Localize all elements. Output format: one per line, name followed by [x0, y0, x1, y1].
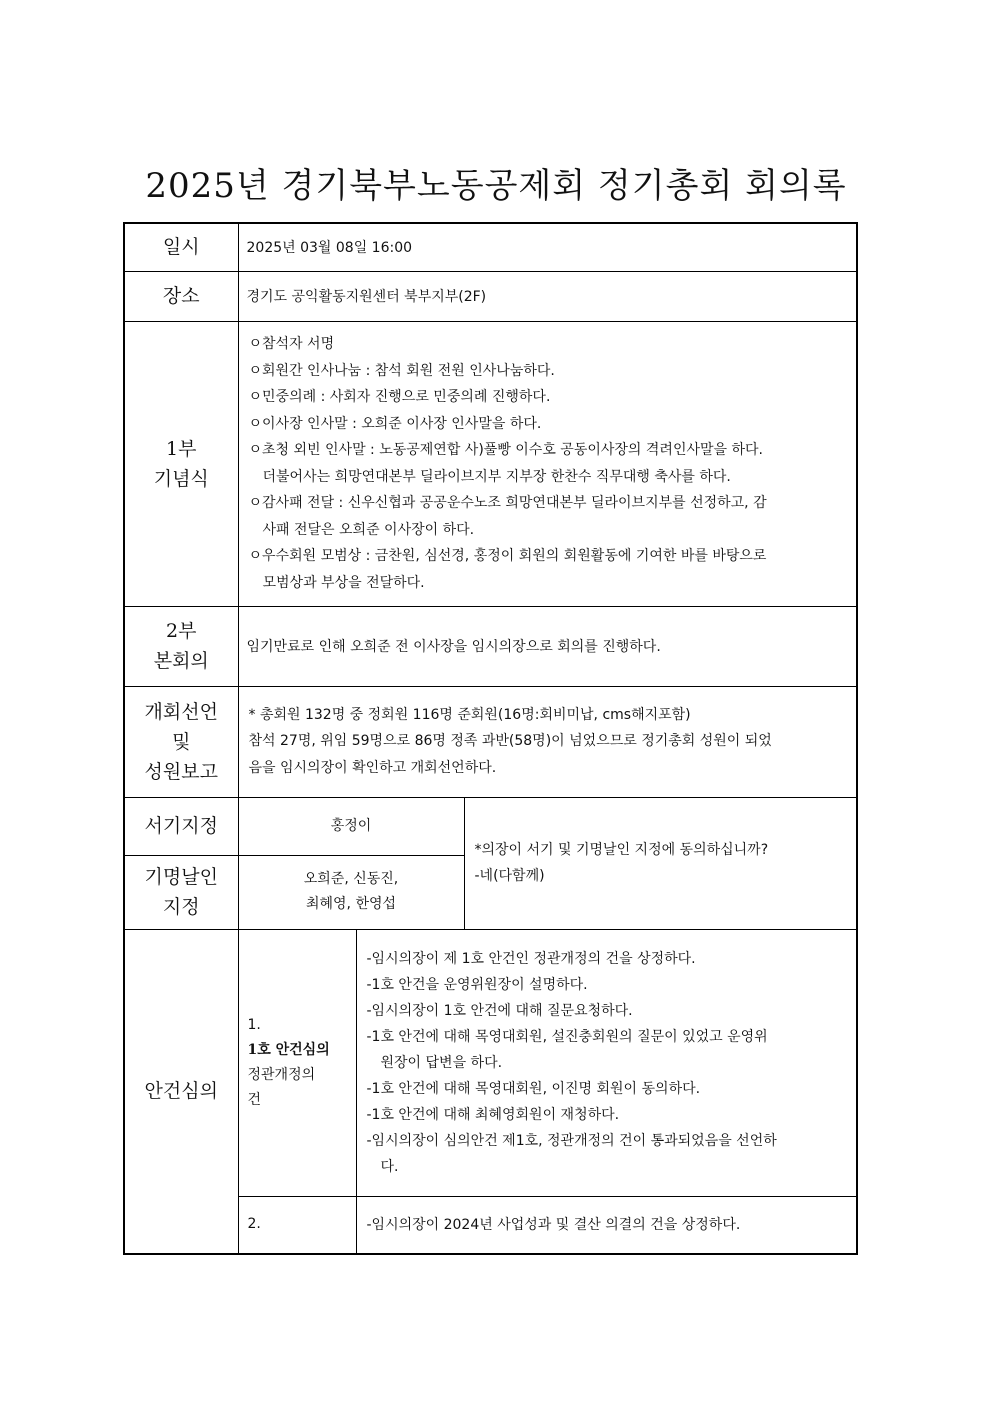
date-value: 2025년 03월 08일 16:00: [238, 223, 857, 271]
part1-line: ㅇ초청 외빈 인사말 : 노동공제연합 사)풀빵 이수호 공동이사장의 격려인사말을 하다.: [248, 442, 763, 458]
signers-label: [124, 855, 238, 929]
agenda-line: -임시의장이 1호 안건에 대해 질문요청하다.: [366, 1002, 633, 1019]
consent-answer: -네(다함께): [474, 868, 545, 884]
agenda-line: -1호 안건에 대해 목영대회원, 설진충회원의 질문이 있었고 운영위: [366, 1028, 768, 1045]
agenda-item1-sub1: 정관개정의: [247, 1066, 316, 1083]
agenda-item1-content: [356, 929, 857, 1196]
opening-line: 참석 27명, 위임 59명으로 86명 정족 과반(58명)이 넘었으므로 정기총회 성원이 되었: [248, 733, 772, 750]
part2-label-line2: 본회의: [153, 650, 209, 672]
part1-label: [124, 321, 238, 606]
part1-line: 모범상과 부상을 전달하다.: [262, 574, 425, 591]
secretary-value: 홍정이: [238, 797, 464, 855]
signers-label-line2: 지정: [162, 896, 200, 918]
part1-line: ㅇ감사패 전달 : 신우신협과 공공운수노조 희망연대본부 딜라이브지부를 선정하고, 감: [248, 495, 767, 511]
part2-label-line1: 2부: [166, 620, 197, 642]
part1-label-line2: 기념식: [153, 467, 209, 490]
part1-line: ㅇ민중의례 : 사회자 진행으로 민중의례 진행하다.: [248, 389, 551, 405]
row-date: [124, 223, 857, 271]
row-opening: [124, 686, 857, 797]
part1-content: [238, 321, 857, 606]
agenda-line: 원장이 답변을 하다.: [380, 1054, 503, 1071]
part1-line: ㅇ우수회원 모범상 : 금찬원, 심선경, 홍정이 회원의 회원활동에 기여한 바를 바탕으로: [248, 548, 767, 564]
signers-value-line2: 최혜영, 한영섭: [305, 896, 397, 912]
opening-line: 음을 임시의장이 확인하고 개회선언하다.: [248, 759, 497, 776]
part1-label-line1: 1부: [166, 437, 197, 460]
place-value: 경기도 공익활동지원센터 북부지부(2F): [238, 271, 857, 321]
signers-label-line1: 기명날인: [144, 866, 218, 888]
document-title: 2025년 경기북부노동공제회 정기총회 회의록: [145, 166, 847, 206]
agenda-item1-head: [238, 929, 356, 1196]
agenda-item2-content: -임시의장이 2024년 사업성과 및 결산 의결의 건을 상정하다.: [356, 1196, 857, 1254]
secretary-label: 서기지정: [124, 797, 238, 855]
agenda-line: 다.: [380, 1158, 399, 1175]
consent-question: *의장이 서기 및 기명날인 지정에 동의하십니까?: [474, 842, 769, 858]
agenda-line: -임시의장이 제 1호 안건인 정관개정의 건을 상정하다.: [366, 950, 696, 967]
row-part1: [124, 321, 857, 606]
row-part2: [124, 606, 857, 686]
date-label: 일시: [124, 223, 238, 271]
agenda-line: -1호 안건을 운영위원장이 설명하다.: [366, 976, 588, 993]
opening-label-line3: 성원보고: [144, 760, 218, 783]
opening-label-line2: 및: [172, 730, 191, 753]
minutes-table: [123, 222, 858, 1255]
part2-value: 임기만료로 인해 오희준 전 이사장을 임시의장으로 회의를 진행하다.: [238, 606, 857, 686]
agenda-item1-title: 1호 안건심의: [247, 1041, 330, 1058]
agenda-item1-number: 1.: [247, 1016, 261, 1033]
part1-line: ㅇ회원간 인사나눔 : 참석 회원 전원 인사나눔하다.: [248, 362, 555, 379]
agenda-label: 안건심의: [124, 929, 238, 1254]
agenda-item2-number: 2.: [238, 1196, 356, 1254]
part1-line: ㅇ참석자 서명: [248, 336, 335, 352]
agenda-item1-sub2: 건: [247, 1091, 262, 1108]
opening-line: * 총회원 132명 중 정회원 116명 준회원(16명:회비미납, cms해지포함): [248, 706, 691, 723]
consent-cell: [464, 797, 857, 929]
row-place: [124, 271, 857, 321]
row-secretary: [124, 797, 857, 855]
opening-label-line1: 개회선언: [144, 700, 218, 723]
part1-line: 더불어사는 희망연대본부 딜라이브지부 지부장 한찬수 직무대행 축사를 하다.: [262, 468, 731, 485]
place-label: 장소: [124, 271, 238, 321]
part1-line: ㅇ이사장 인사말 : 오희준 이사장 인사말을 하다.: [248, 415, 542, 432]
agenda-line: -1호 안건에 대해 최혜영회원이 재청하다.: [366, 1106, 620, 1123]
part2-label: [124, 606, 238, 686]
signers-value-line1: 오희준, 신동진,: [303, 871, 399, 887]
opening-label: [124, 686, 238, 797]
opening-content: [238, 686, 857, 797]
signers-value: [238, 855, 464, 929]
row-agenda-item1: [124, 929, 857, 1196]
agenda-line: -임시의장이 심의안건 제1호, 정관개정의 건이 통과되었음을 선언하: [366, 1132, 777, 1149]
part1-line: 사패 전달은 오희준 이사장이 하다.: [262, 521, 475, 538]
agenda-line: -1호 안건에 대해 목영대회원, 이진명 회원이 동의하다.: [366, 1080, 701, 1097]
